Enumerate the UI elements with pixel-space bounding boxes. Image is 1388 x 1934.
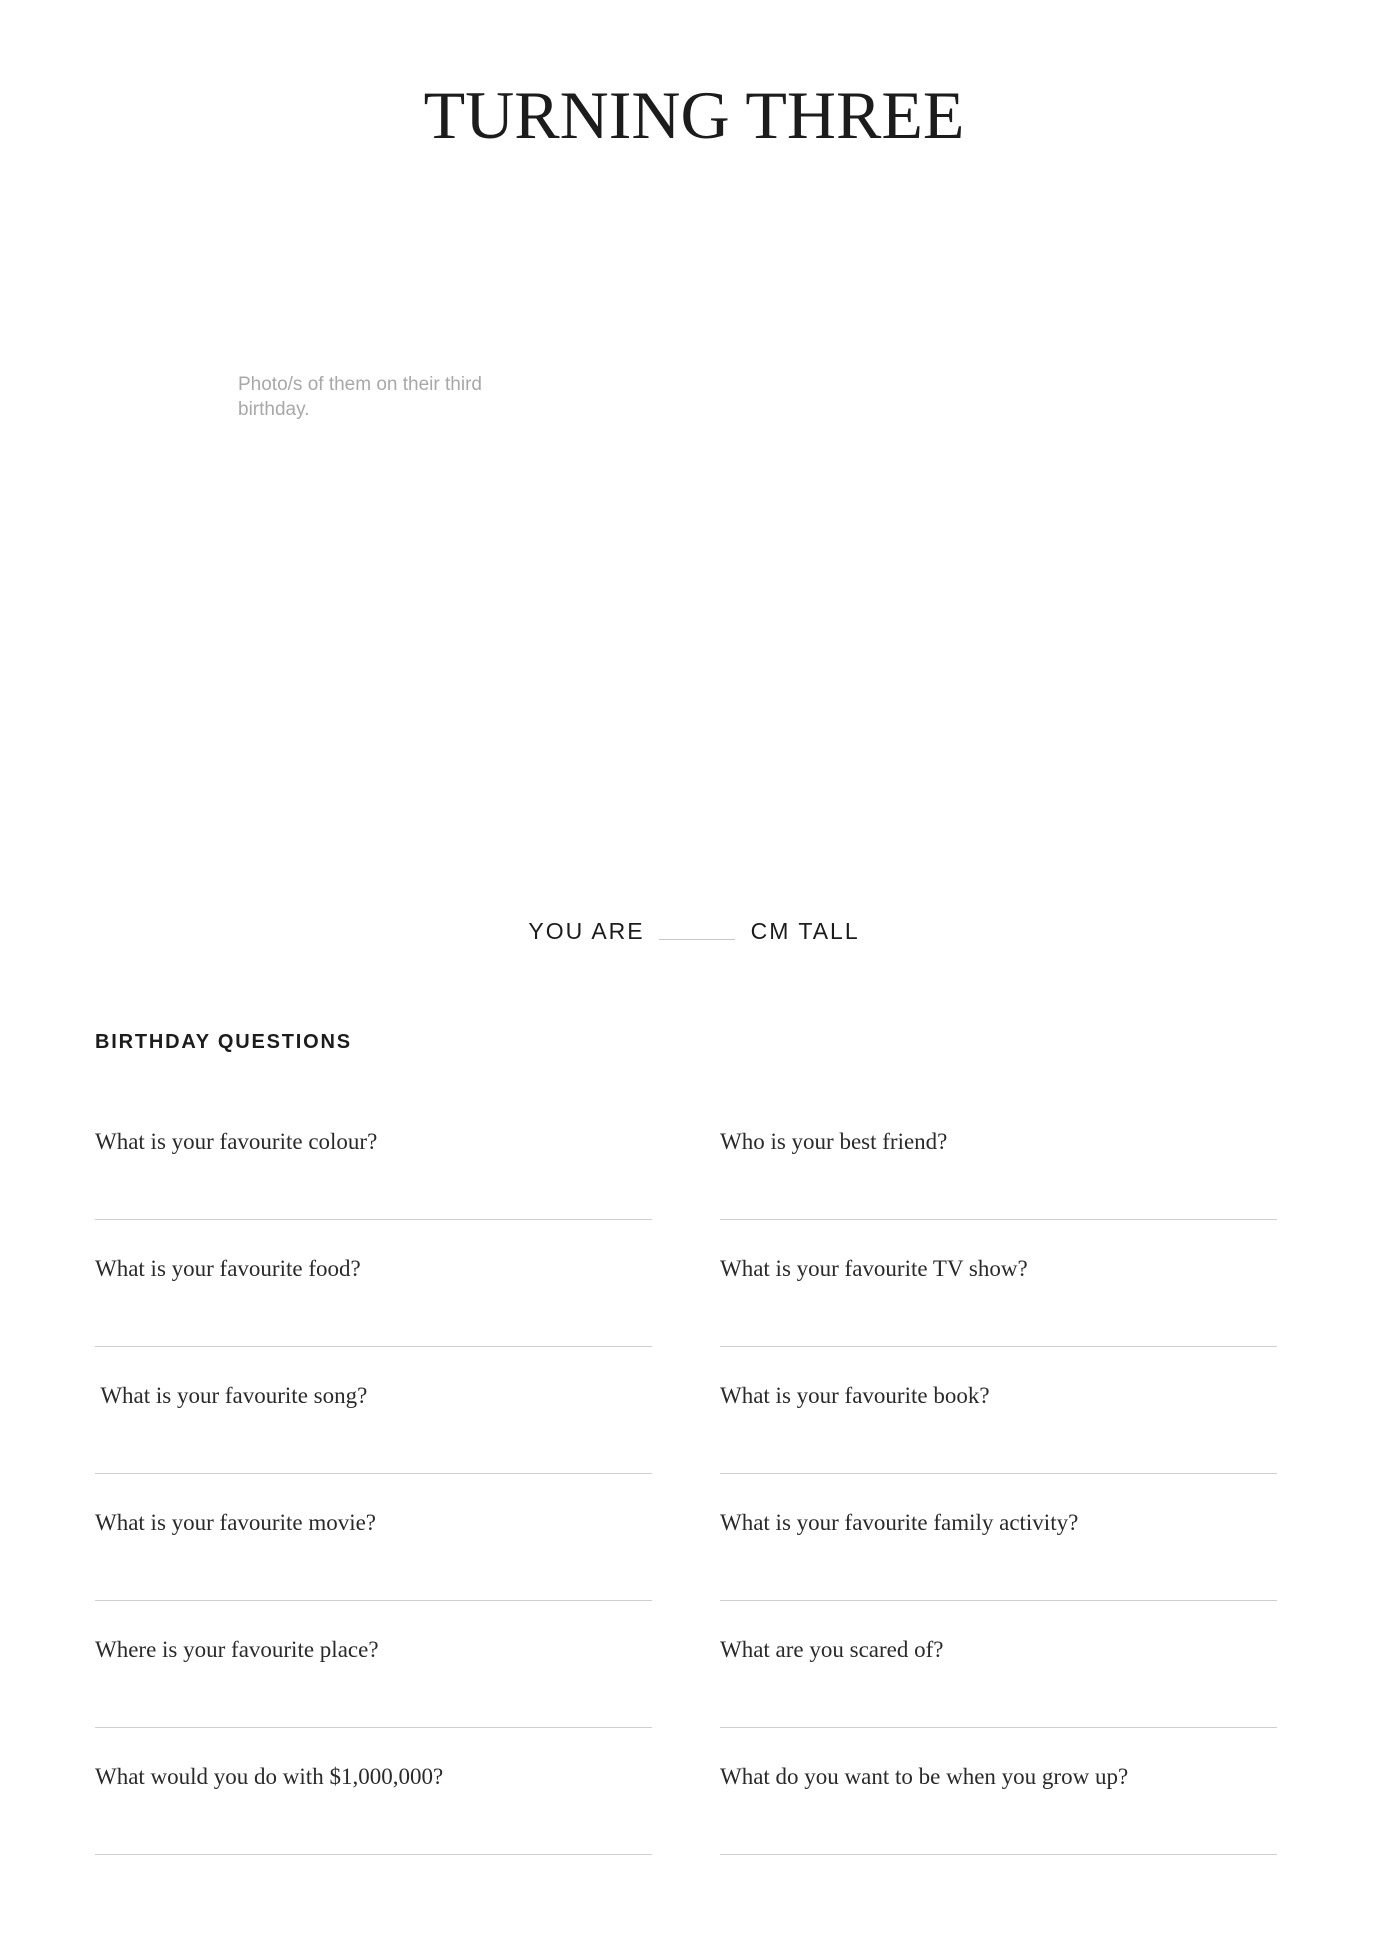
question-item [95, 1728, 652, 1855]
question-item [720, 1347, 1277, 1474]
question-item [720, 1728, 1277, 1855]
question-text: What is your favourite book? [720, 1383, 990, 1408]
question-item [720, 1601, 1277, 1728]
question-item [95, 1347, 652, 1474]
questions-grid [95, 1093, 1277, 1855]
height-prefix: YOU ARE [528, 918, 645, 944]
height-row [0, 918, 1388, 945]
question-item [95, 1601, 652, 1728]
question-text: What is your favourite food? [95, 1256, 361, 1281]
question-text: What is your favourite movie? [95, 1510, 377, 1535]
question-item [720, 1093, 1277, 1220]
question-item [720, 1474, 1277, 1601]
answer-line[interactable] [720, 1854, 1277, 1855]
question-text: What are you scared of? [720, 1637, 944, 1662]
photo-placeholder-text: Photo/s of them on their third birthday. [238, 374, 482, 420]
question-item [720, 1220, 1277, 1347]
question-text: What is your favourite TV show? [720, 1256, 1028, 1281]
question-text: What is your favourite family activity? [720, 1510, 1079, 1535]
question-text: Who is your best friend? [720, 1129, 948, 1154]
question-text: What is your favourite colour? [95, 1129, 378, 1154]
question-item [95, 1220, 652, 1347]
height-suffix: CM TALL [750, 918, 860, 944]
question-text: Where is your favourite place? [95, 1637, 379, 1662]
section-title: BIRTHDAY QUESTIONS [95, 1031, 352, 1053]
question-item [95, 1474, 652, 1601]
question-text: What is your favourite song? [95, 1383, 368, 1408]
height-blank-line[interactable] [659, 939, 735, 940]
question-text: What do you want to be when you grow up? [720, 1764, 1129, 1789]
question-text: What would you do with $1,000,000? [95, 1764, 444, 1789]
question-item [95, 1093, 652, 1220]
page-title: TURNING THREE [423, 77, 965, 153]
answer-line[interactable] [95, 1854, 652, 1855]
